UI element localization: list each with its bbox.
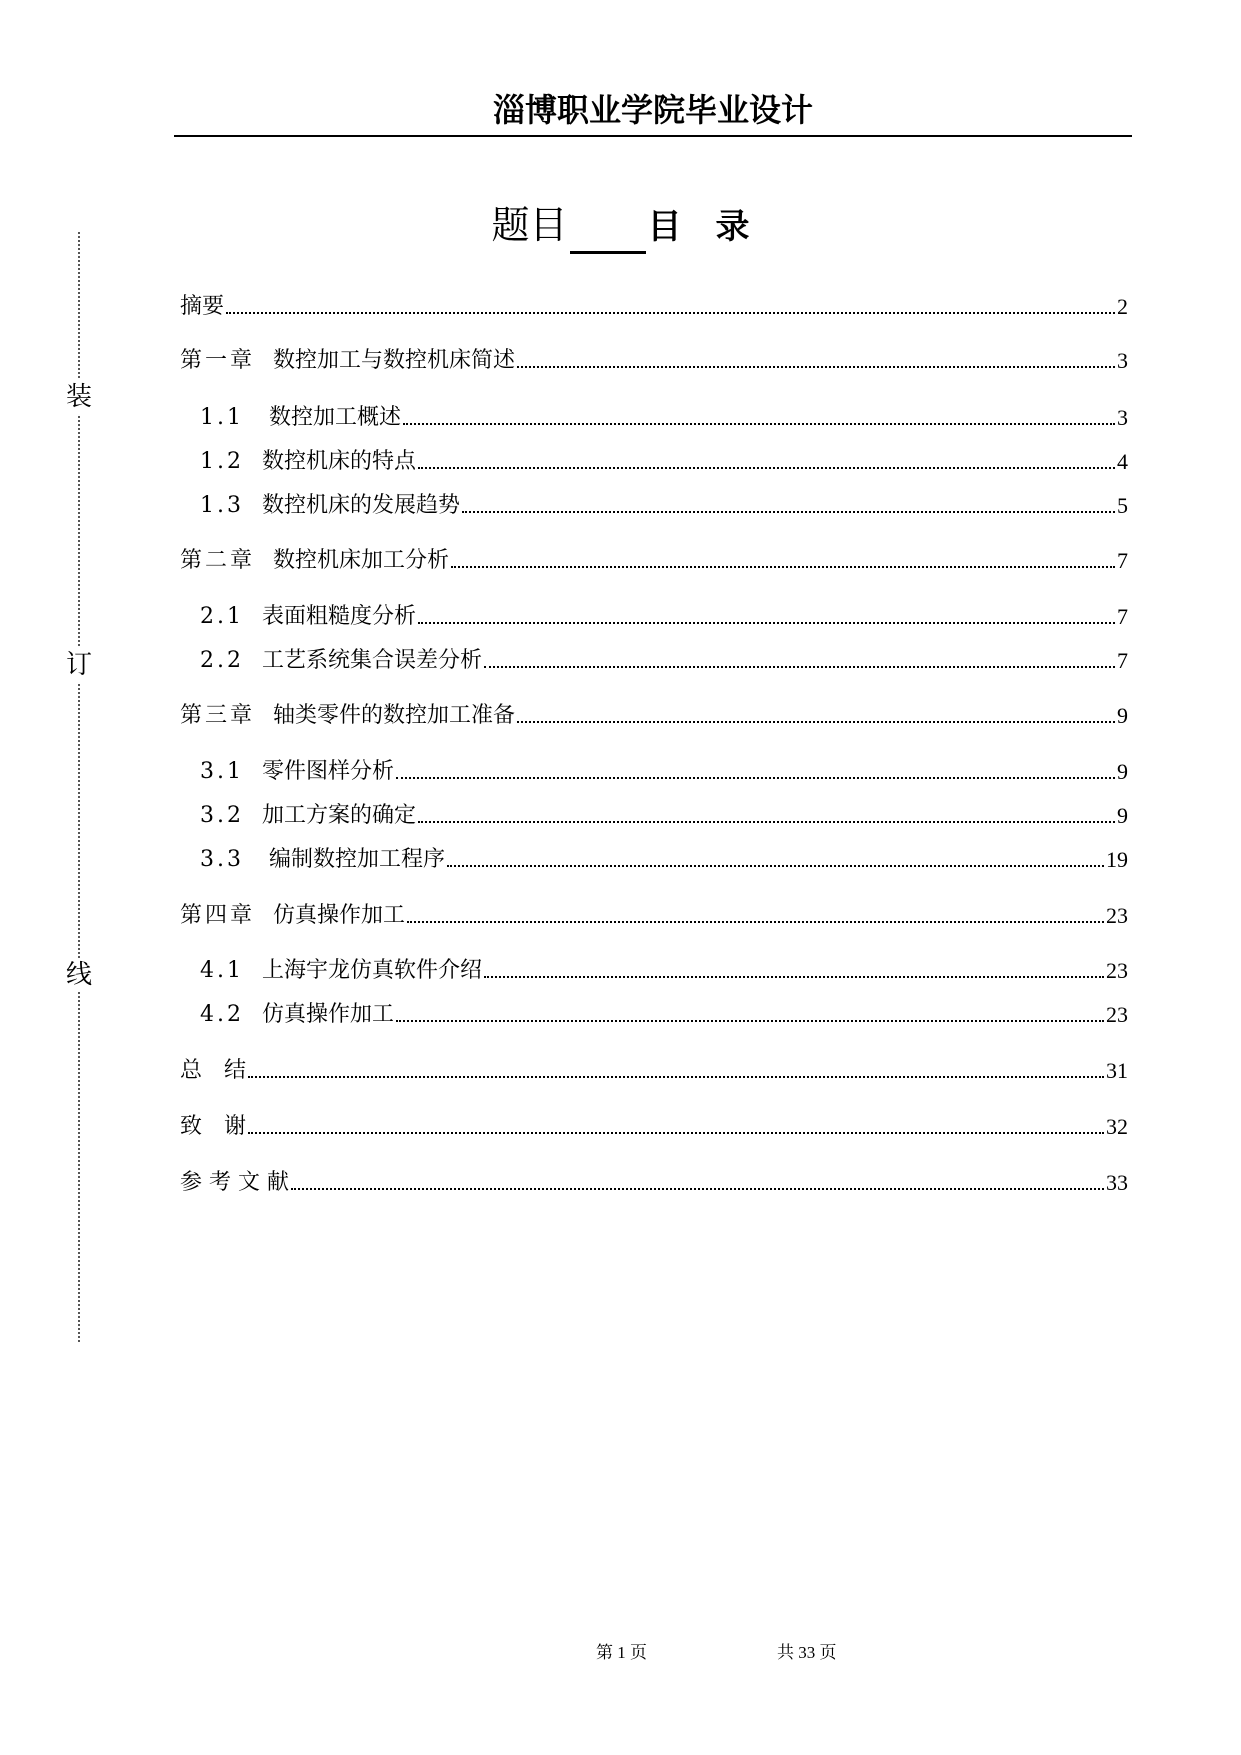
toc-entry <box>200 955 1128 987</box>
toc-entry-title: 参 考 文 献 <box>180 1170 289 1195</box>
toc-dot-leader <box>248 1075 1104 1078</box>
binding-char-ding: 订 <box>62 648 96 682</box>
toc-entry <box>200 844 1128 876</box>
toc-entry <box>200 601 1128 633</box>
toc-dot-leader <box>484 975 1104 978</box>
toc-entry <box>200 645 1128 677</box>
toc-entry-title: 上海宇龙仿真软件介绍 <box>262 958 483 983</box>
toc-entry-title: 数控机床加工分析 <box>273 548 450 573</box>
toc-dot-leader <box>396 1019 1104 1022</box>
toc-entry-title: 表面粗糙度分析 <box>262 604 417 629</box>
toc-entry-title: 数控加工与数控机床简述 <box>273 348 516 373</box>
toc-entry-title: 零件图样分析 <box>262 759 395 784</box>
toc-entry-number: 1.1 <box>200 405 244 430</box>
toc-dot-leader <box>226 311 1115 314</box>
toc-dot-leader <box>248 1131 1104 1134</box>
header-rule <box>174 135 1132 137</box>
toc-entry-number: 3.2 <box>200 803 244 828</box>
toc-entry-number: 4.1 <box>200 958 244 983</box>
toc-dot-leader <box>451 565 1115 568</box>
toc-entry-page: 9 <box>1117 803 1128 828</box>
toc-entry-page: 9 <box>1117 703 1128 728</box>
toc-dot-leader <box>418 621 1115 624</box>
toc-entry-number: 第四章 <box>180 903 256 928</box>
toc-entry-title: 数控机床的特点 <box>262 449 417 474</box>
binding-char-zhuang: 装 <box>62 380 96 414</box>
toc-entry-number: 3.1 <box>200 759 244 784</box>
toc-entry <box>180 345 1128 377</box>
toc-entry <box>200 402 1128 434</box>
toc-entry-page: 7 <box>1117 648 1128 673</box>
toc-entry-number: 第三章 <box>180 703 256 728</box>
title-prefix: 题目 <box>491 203 568 247</box>
toc-entry-title: 数控加工概述 <box>262 405 401 430</box>
toc-dot-leader <box>418 466 1115 469</box>
toc-entry-title: 总 结 <box>180 1058 247 1083</box>
toc-dot-leader <box>407 920 1104 923</box>
toc-entry-title: 数控机床的发展趋势 <box>262 493 461 518</box>
title-blank-line <box>570 205 646 254</box>
toc-entry-page: 32 <box>1106 1114 1128 1139</box>
toc-dot-leader <box>517 720 1115 723</box>
toc-dot-leader <box>396 776 1115 779</box>
toc-entry-page: 31 <box>1106 1058 1128 1083</box>
toc-entry-title: 编制数控加工程序 <box>262 847 445 872</box>
toc-dot-leader <box>484 665 1115 668</box>
toc-dot-leader <box>418 820 1115 823</box>
toc-entry-page: 5 <box>1117 493 1128 518</box>
toc-entry-page: 19 <box>1106 847 1128 872</box>
toc-entry-page: 3 <box>1117 348 1128 373</box>
toc-entry-number: 第二章 <box>180 548 256 573</box>
header-title: 淄博职业学院毕业设计 <box>492 91 813 129</box>
toc-entry <box>180 545 1128 577</box>
document-title <box>0 198 1241 254</box>
toc-entry-title: 致 谢 <box>180 1114 247 1139</box>
toc-entry-number: 4.2 <box>200 1002 244 1027</box>
toc-entry <box>180 700 1128 732</box>
toc-entry-number: 1.3 <box>200 493 244 518</box>
page-footer <box>0 1638 1241 1662</box>
toc-entry <box>200 756 1128 788</box>
toc-dot-leader <box>403 422 1115 425</box>
toc-entry-number: 3.3 <box>200 847 244 872</box>
binding-char-xian: 线 <box>62 958 96 992</box>
toc-entry <box>180 1055 1128 1087</box>
toc-entry <box>180 1111 1128 1143</box>
toc-dot-leader <box>291 1187 1104 1190</box>
toc-entry-page: 23 <box>1106 903 1128 928</box>
toc-entry-page: 2 <box>1117 294 1128 319</box>
toc-entry-page: 33 <box>1106 1170 1128 1195</box>
toc-entry-page: 9 <box>1117 759 1128 784</box>
toc-entry <box>200 800 1128 832</box>
toc-dot-leader <box>462 510 1115 513</box>
toc-entry <box>180 1167 1128 1199</box>
toc-entry-number: 2.2 <box>200 648 244 673</box>
toc-entry-title: 加工方案的确定 <box>262 803 417 828</box>
current-page-number: 第 1 页 <box>596 1643 647 1662</box>
toc-entry-title: 摘要 <box>180 294 225 319</box>
toc-dot-leader <box>517 365 1115 368</box>
toc-entry-title: 仿真操作加工 <box>262 1002 395 1027</box>
toc-entry <box>180 291 1128 323</box>
toc-entry <box>200 446 1128 478</box>
toc-entry-page: 23 <box>1106 1002 1128 1027</box>
toc-entry-title: 工艺系统集合误差分析 <box>262 648 483 673</box>
toc-entry-page: 7 <box>1117 604 1128 629</box>
toc-entry-number: 1.2 <box>200 449 244 474</box>
toc-entry <box>200 490 1128 522</box>
toc-entry-page: 4 <box>1117 449 1128 474</box>
toc-entry-page: 3 <box>1117 405 1128 430</box>
toc-label: 目 录 <box>647 207 750 247</box>
toc-entry-title: 仿真操作加工 <box>273 903 406 928</box>
toc-entry-title: 轴类零件的数控加工准备 <box>273 703 516 728</box>
toc-entry <box>200 999 1128 1031</box>
toc-entry <box>180 900 1128 932</box>
toc-entry-number: 第一章 <box>180 348 256 373</box>
total-pages: 共 33 页 <box>777 1643 837 1662</box>
toc-dot-leader <box>447 864 1104 867</box>
toc-entry-page: 7 <box>1117 548 1128 573</box>
toc-entry-number: 2.1 <box>200 604 244 629</box>
toc-entry-page: 23 <box>1106 958 1128 983</box>
